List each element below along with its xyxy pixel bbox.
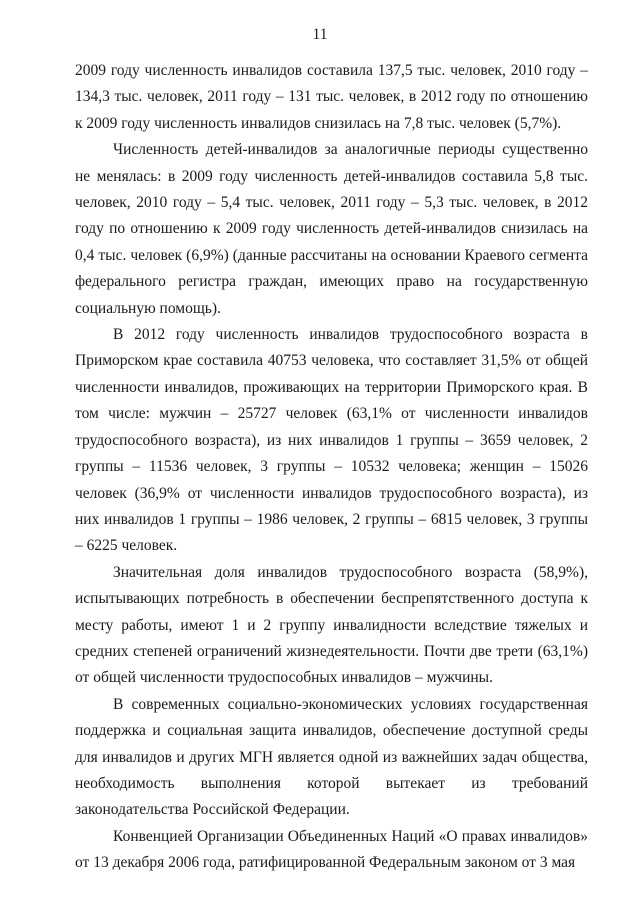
page-number: 11 — [312, 26, 328, 43]
paragraph-disabled-children: Численность детей-инвалидов за аналогичные периоды существенно не менялась: в 2009 году численность детей-инвалидов составила 5,8 тыс. человек, 2010 году – 5,4 тыс. человек, 2011 году – 5,3 тыс. человек, в 2012 году по отношению к 2009 году численность детей-инвалидов снизилась на 0,4 тыс. человек (6,9%) (данные рассчитаны на основании Краевого сегмента федерального регистра граждан, имеющих право на государственную социальную помощь). — [75, 141, 588, 317]
paragraph-disabled-count-continuation: 2009 году численность инвалидов составила 137,5 тыс. человек, 2010 году – 134,3 тыс. человек, 2011 году – 131 тыс. человек, в 2012 году по отношению к 2009 году численность инвалидов снизилась на 7,8 тыс. человек (5,7%). — [75, 62, 588, 132]
paragraph-un-convention: Конвенцией Организации Объединенных Наций «О правах инвалидов» от 13 декабря 2006 года, ратифицированной Федеральным законом от 3 мая — [75, 827, 588, 872]
document-body — [75, 58, 588, 877]
paragraph-social-protection: В современных социально-экономических условиях государственная поддержка и социальная защита инвалидов, обеспечение доступной среды для инвалидов и других МГН является одной из важнейших задач общества, необходимость выполнения которой вытекает из требований законодательства Российской Федерации. — [75, 695, 588, 819]
paragraph-working-age-disabled: В 2012 году численность инвалидов трудоспособного возраста в Приморском крае составила 40753 человека, что составляет 31,5% от общей численности инвалидов, проживающих на территории Приморского края. В том числе: мужчин – 25727 человек (63,1% от численности инвалидов трудоспособного возраста), из них инвалидов 1 группы – 3659 человек, 2 группы – 11536 человек, 3 группы – 10532 человека; женщин – 15026 человек (36,9% от численности инвалидов трудоспособного возраста), из них инвалидов 1 группы – 1986 человек, 2 группы – 6815 человек, 3 группы – 6225 человек. — [75, 326, 588, 555]
paragraph-significant-share: Значительная доля инвалидов трудоспособного возраста (58,9%), испытывающих потребность в обеспечении беспрепятственного доступа к месту работы, имеют 1 и 2 группу инвалидности вследствие тяжелых и средних степеней ограничений жизнедеятельности. Почти две трети (63,1%) от общей численности трудоспособных инвалидов – мужчины. — [75, 563, 588, 687]
